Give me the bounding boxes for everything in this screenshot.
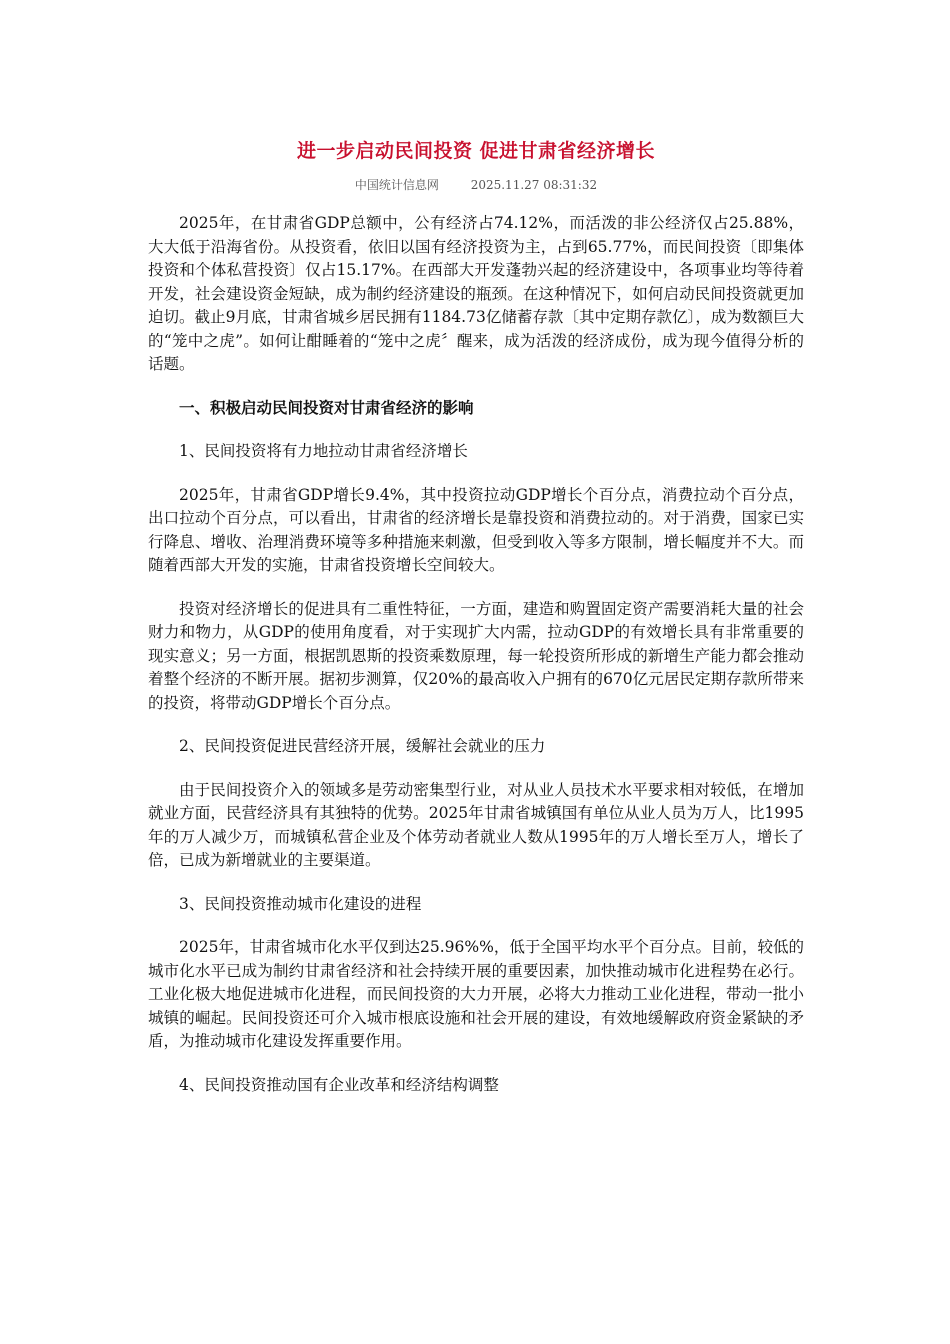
paragraph: 投资对经济增长的促进具有二重性特征，一方面，建造和购置固定资产需要消耗大量的社会财力和物力，从GDP的使用角度看，对于实现扩大内需，拉动GDP的有效增长具有非常重要的现实意义；另一方面，根据凯恩斯的投资乘数原理，每一轮投资所形成的新增生产能力都会推动着整个经济的不断开展。据初步测算，仅20%的最高收入户拥有的670亿元居民定期存款所带来的投资，将带动GDP增长个百分点。 [148, 599, 804, 712]
subsection-heading-3: 3、民间投资推动城市化建设的进程 [179, 894, 422, 913]
subsection-heading-4: 4、民间投资推动国有企业改革和经济结构调整 [179, 1075, 499, 1094]
intro-paragraph: 2025年，在甘肃省GDP总额中，公有经济占74.12%，而活泼的非公经济仅占25.88%，大大低于沿海省份。从投资看，依旧以国有经济投资为主，占到65.77%，而民间投资〔即集体投资和个体私营投资〕仅占15.17%。在西部大开发蓬勃兴起的经济建设中，各项事业均等待着开发，社会建设资金短缺，成为制约经济建设的瓶颈。在这种情况下，如何启动民间投资就更加迫切。截止9月底，甘肃省城乡居民拥有1184.73亿储蓄存款〔其中定期存款亿〕，成为数额巨大的“笼中之虎”。如何让酣睡着的“笼中之虎〞醒来，成为活泼的经济成份，成为现今值得分析的话题。 [148, 214, 804, 373]
subsection-heading-1: 1、民间投资将有力地拉动甘肃省经济增长 [179, 442, 468, 460]
document-page [148, 132, 804, 1117]
paragraph: 2025年，甘肃省GDP增长9.4%，其中投资拉动GDP增长个百分点，消费拉动个百分点，出口拉动个百分点，可以看出，甘肃省的经济增长是靠投资和消费拉动的。对于消费，国家已实行降息、增收、治理消费环境等多种措施来刺激，但受到收入等多方限制，增长幅度并不大。而随着西部大开发的实施，甘肃省投资增长空间较大。 [148, 485, 804, 574]
subsection-heading-2: 2、民间投资促进民营经济开展，缓解社会就业的压力 [179, 737, 546, 755]
section-heading-1: 一、积极启动民间投资对甘肃省经济的影响 [179, 398, 474, 417]
article-title: 进一步启动民间投资 促进甘肃省经济增长 [296, 140, 656, 162]
article-datetime: 2025.11.27 08:31:32 [470, 178, 598, 192]
article-source: 中国统计信息网 [354, 178, 439, 192]
paragraph: 由于民间投资介入的领域多是劳动密集型行业，对从业人员技术水平要求相对较低，在增加就业方面，民营经济具有其独特的优势。2025年甘肃省城镇国有单位从业人员为万人，比1995年的万人减少万，而城镇私营企业及个体劳动者就业人数从1995年的万人增长至万人，增长了倍，已成为新增就业的主要渠道。 [148, 780, 804, 869]
paragraph: 2025年，甘肃省城市化水平仅到达25.96%%，低于全国平均水平个百分点。目前，较低的城市化水平已成为制约甘肃省经济和社会持续开展的重要因素，加快推动城市化进程势在必行。工业化极大地促进城市化进程，而民间投资的大力开展，必将大力推动工业化进程，带动一批小城镇的崛起。民间投资还可介入城市根底设施和社会开展的建设，有效地缓解政府资金紧缺的矛盾，为推动城市化建设发挥重要作用。 [148, 938, 804, 1050]
article-meta [148, 176, 804, 194]
